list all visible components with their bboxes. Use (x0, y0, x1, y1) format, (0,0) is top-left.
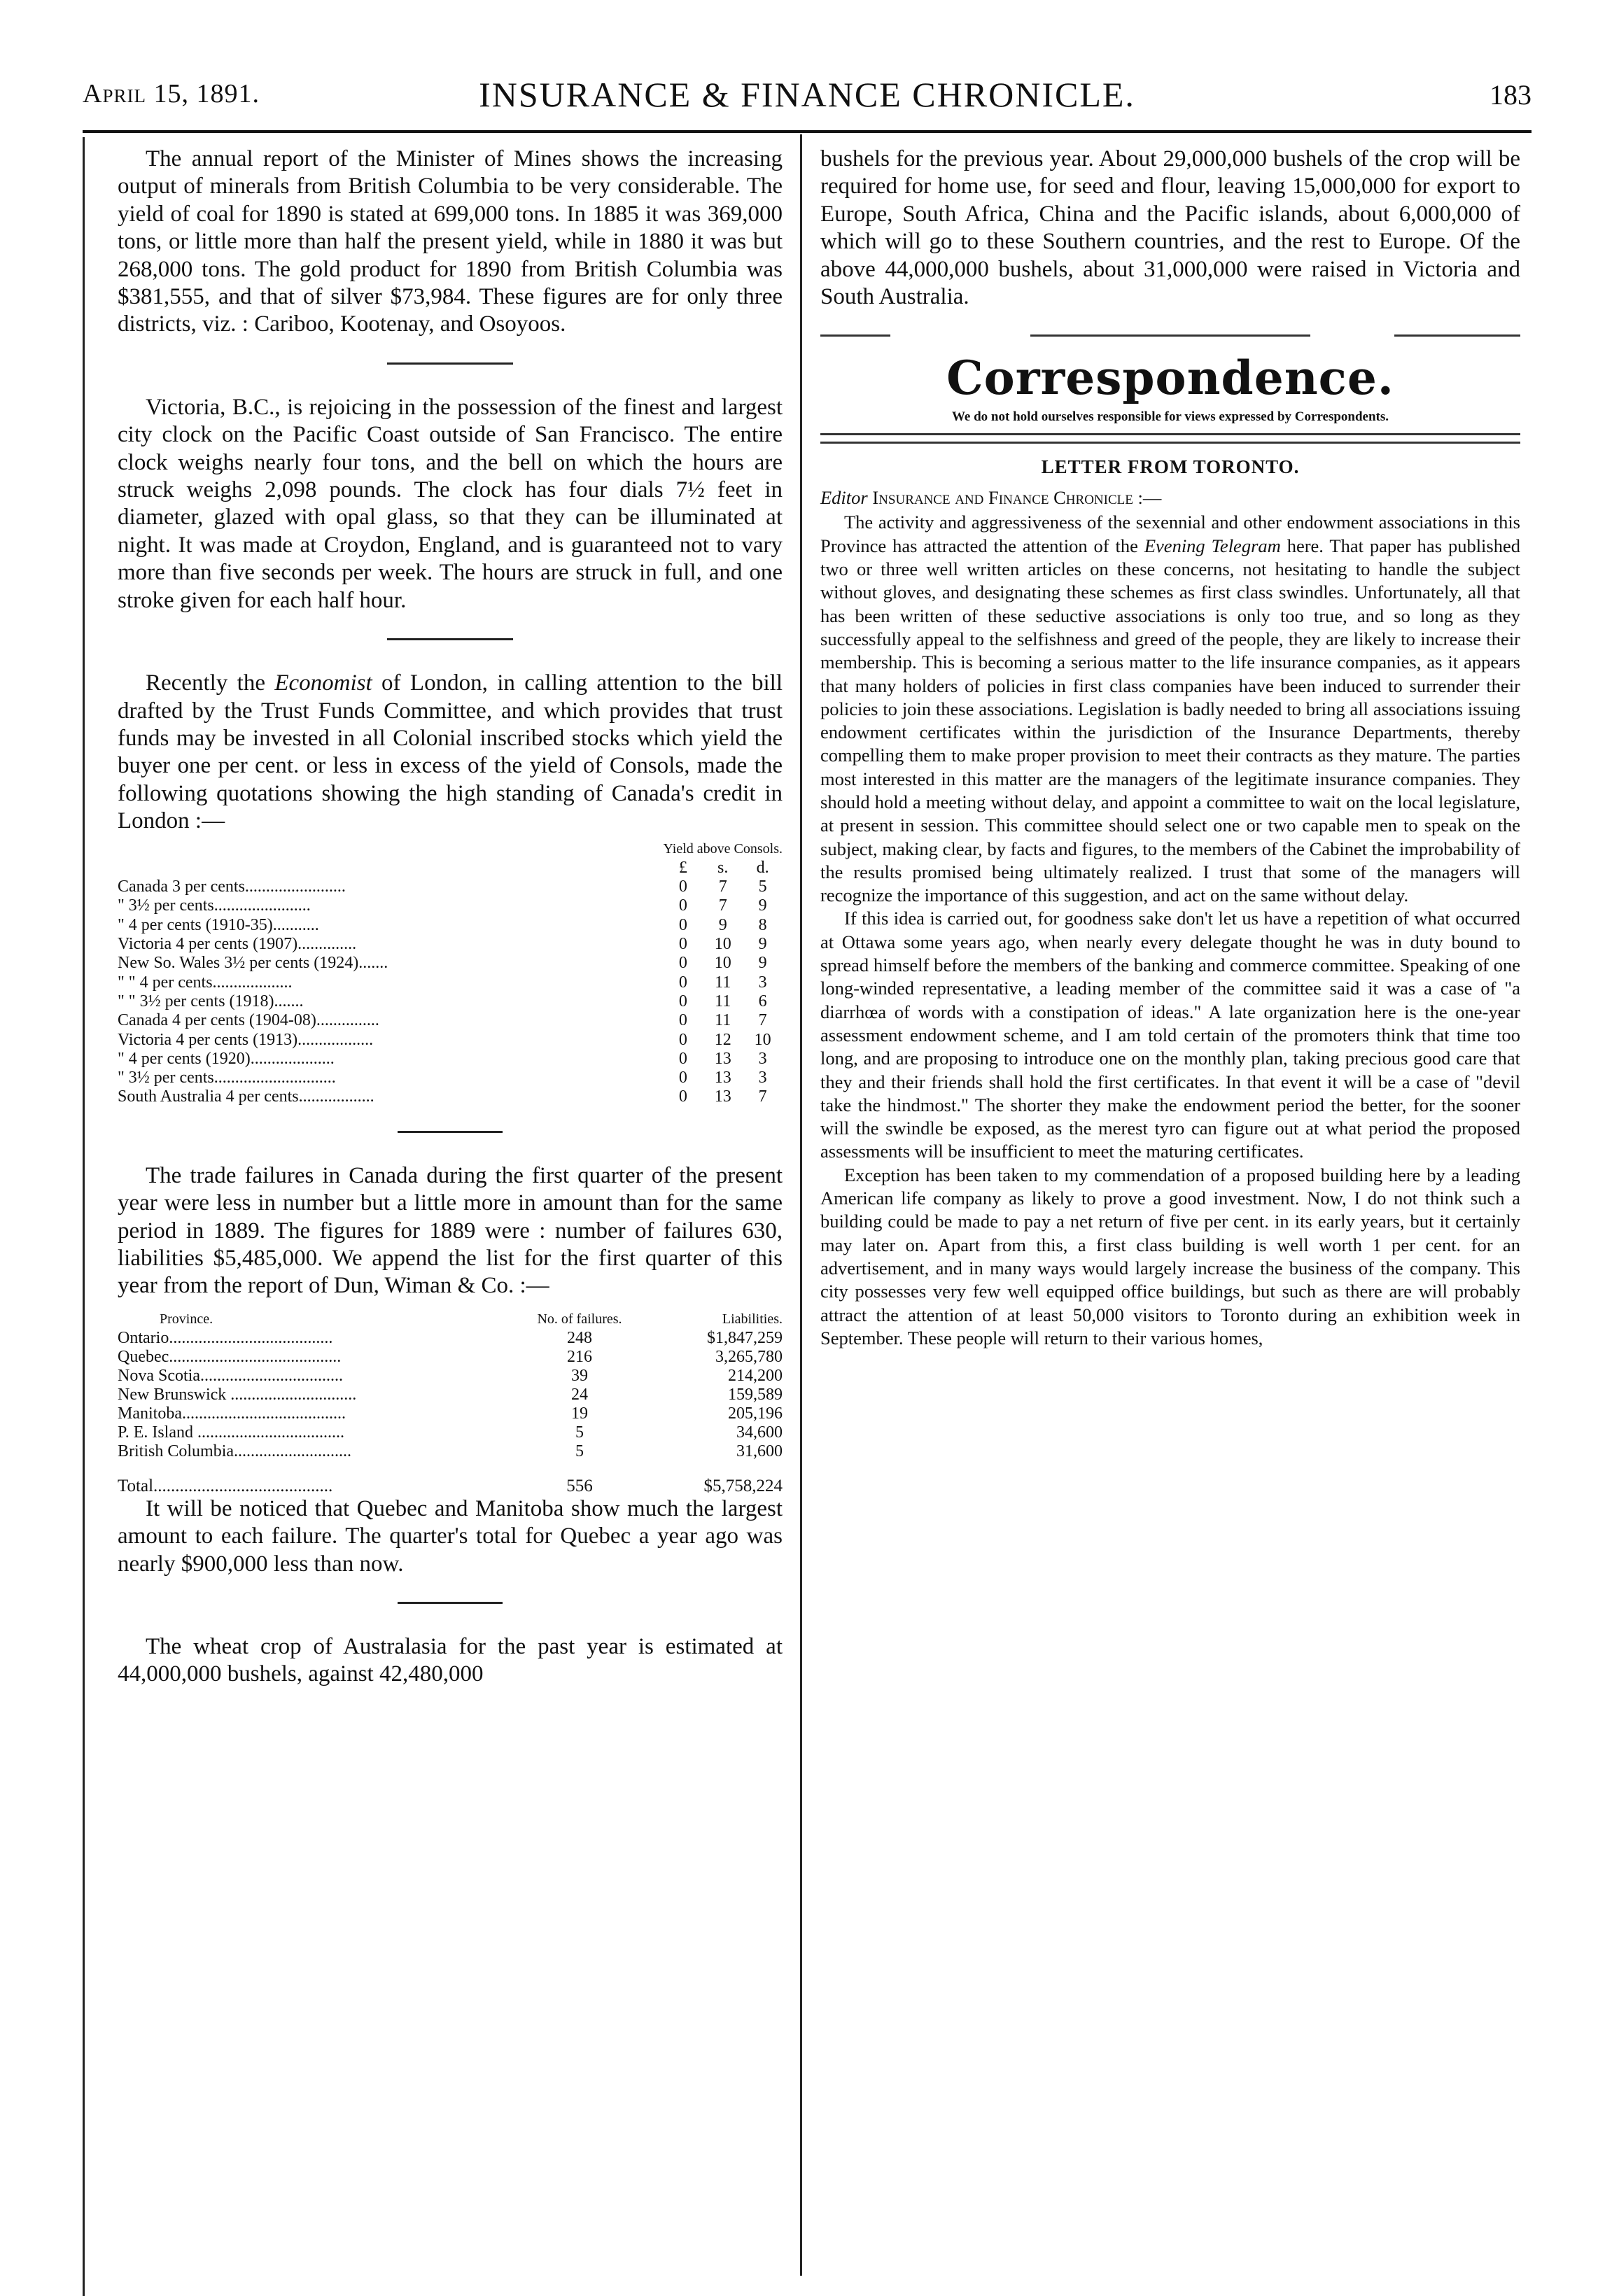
failures-row (118, 1386, 783, 1404)
salutation-publication: Insurance and Finance Chronicle :— (867, 487, 1162, 509)
section-separator (387, 638, 513, 640)
economist-text-a: Recently the (146, 670, 275, 696)
yield-pounds: 0 (678, 973, 687, 992)
wheat-crop-continued: bushels for the previous year. About 29,000,000 bushels of the crop will be required for home use, for seed and flour, leaving 15,000,000 for export to Europe, South Africa, China and the Pacific islands, about 6,000,000 of which will go to these Southern countries, and the rest to Europe. Of the above 44,000,000 bushels, about 31,000,000 were raised in Victoria and South Australia. (820, 146, 1520, 310)
letter-p1-text-b: here. That paper has published two or three well written articles on these concerns, not hesitating to handle the subject without gloves, and designating these schemes as first class swindles. Unfortunately, all that has been written of these seductive associations is only too true, and so long as they successfully appeal to the selfishness and greed of the people, they are likely to increase their membership. This is becoming a serious matter to the life insurance companies, as it appears that many holders of policies in first class companies have been induced to surrender their policies to join these associations. Legislation is badly needed to bring all associations issuing endowment certificates within the jurisdiction of the Insurance Departments, thereby compelling them to make proper provision to meet their contracts as they mature. The parties most interested in this matter are the managers of the legitimate insurance companies. They should hold a meeting without delay, and appoint a committee to wait on the local legislature, at present in session. This committee should select one or two capable men to speak on the subject, making clear, by facts and figures, to the members of the Cabinet the improbability of the results promised being ultimately realized. I trust that some of the managers will recognize the importance of this suggestion, and act on the same without delay. (820, 535, 1520, 906)
yield-heading: Yield above Consols. (663, 840, 783, 857)
yield-pence: 3 (758, 973, 767, 992)
ornamental-rule (820, 334, 1520, 337)
yield-pounds: 0 (678, 992, 687, 1010)
header-liabilities: Liabilities. (722, 1311, 783, 1327)
letter-paragraph-1 (820, 511, 1520, 907)
yield-row-label: Canada 4 per cents (1904-08)............... (118, 1011, 379, 1030)
yield-row-label: South Australia 4 per cents.................. (118, 1087, 374, 1106)
yield-row (118, 1031, 783, 1050)
failures-row (118, 1329, 783, 1348)
yield-shillings: 11 (715, 992, 731, 1010)
failures-province: P. E. Island ................................... (118, 1423, 344, 1442)
header-failures: No. of failures. (537, 1311, 622, 1327)
failures-liabilities: $1,847,259 (707, 1328, 783, 1347)
total-failures: 556 (566, 1476, 593, 1495)
unit-shillings: s. (717, 858, 729, 877)
issue-date: April 15, 1891. (83, 79, 260, 108)
yield-row-label: Victoria 4 per cents (1907).............. (118, 935, 357, 954)
yield-pounds: 0 (678, 915, 687, 934)
yield-row (118, 916, 783, 935)
salutation-editor: Editor (820, 487, 868, 509)
total-liabilities: $5,758,224 (703, 1476, 783, 1495)
total-label: Total......................................... (118, 1476, 333, 1495)
yield-pounds: 0 (678, 1049, 687, 1068)
yield-row-label: " " 3½ per cents (1918)....... (118, 992, 304, 1010)
failures-row (118, 1423, 783, 1442)
failures-liabilities: 214,200 (728, 1366, 783, 1385)
section-separator (398, 1131, 503, 1133)
failures-header-row (118, 1310, 783, 1329)
unit-pounds: £ (678, 858, 687, 877)
page-edge-rule (83, 137, 85, 2296)
failures-province: Quebec......................................... (118, 1347, 342, 1366)
yield-row (118, 1011, 783, 1030)
victoria-clock-paragraph: Victoria, B.C., is rejoicing in the possession of the finest and largest city clock on the Pacific Coast outside of San Francisco. The entire clock weighs nearly four tons, and the bell on which the hours are struck weighs 2,098 pounds. The clock has four dials 7½ feet in diameter, glazed with opal glass, so that they can be illuminated at night. It was made at Croydon, England, and is guaranteed not to vary more than five seconds per week. The hours are struck in full, and one stroke given for each half hour. (118, 394, 783, 613)
yield-pence: 10 (754, 1030, 771, 1049)
page-number: 183 (1490, 79, 1532, 111)
yield-shillings: 9 (718, 915, 727, 934)
yield-row (118, 935, 783, 954)
failures-province: Ontario....................................... (118, 1328, 333, 1347)
letter-title: LETTER FROM TORONTO. (1041, 456, 1300, 478)
column-rule (800, 134, 802, 2276)
yield-pence: 5 (758, 878, 767, 896)
letter-paragraph-3: Exception has been taken to my commendation of a proposed building here by a leading American life company as likely to prove a good investment. Now, I do not think such a building could be made to pay a net return of five per cent. in its early years, but it certainly may later on. Apart from this, a first class building is well worth 1 per cent. for an advertisement, and in many ways would largely increase the business of the company. This city possesses very few well equipped office buildings, but such as there are will probably attract the attention of at least 50,000 visitors to Toronto during an exhibition week in September. These people will return to their various homes, (820, 1164, 1520, 1348)
failures-liabilities: 159,589 (728, 1385, 783, 1404)
yield-pounds: 0 (678, 878, 687, 896)
yield-row-label: Victoria 4 per cents (1913).................. (118, 1030, 374, 1049)
yield-row-label: " 3½ per cents............................. (118, 1069, 336, 1087)
yield-pounds: 0 (678, 1030, 687, 1049)
yield-row (118, 1087, 783, 1106)
failures-province: New Brunswick .............................. (118, 1385, 357, 1404)
yield-pence: 3 (758, 1049, 767, 1068)
yield-pence: 7 (758, 1087, 767, 1106)
failures-liabilities: 31,600 (736, 1442, 783, 1460)
yield-row-label: " 3½ per cents....................... (118, 896, 311, 915)
failures-count: 5 (575, 1442, 584, 1460)
yield-pence: 8 (758, 915, 767, 934)
consols-yield-table (118, 840, 783, 1107)
page-header (83, 75, 1532, 127)
failures-table (118, 1310, 783, 1495)
publication-title: INSURANCE & FINANCE CHRONICLE. (479, 75, 1135, 114)
failures-province: Nova Scotia.................................. (118, 1366, 343, 1385)
yield-pounds: 0 (678, 896, 687, 915)
failures-count: 24 (571, 1385, 588, 1404)
yield-shillings: 11 (715, 1011, 731, 1030)
section-separator (387, 362, 513, 365)
correspondence-disclaimer: We do not hold ourselves responsible for views expressed by Correspondents. (951, 409, 1389, 425)
double-rule (820, 433, 1520, 444)
letter-p1-text-a: The activity and aggressiveness of the sexennial and other endowment associations in this Province has attracted the attention of the (820, 512, 1520, 556)
economist-text-b: of London, in calling attention to the bill drafted by the Trust Funds Committee, and which provides that trust funds may be invested in all Colonial inscribed stocks which yield the buyer one per cent. or less in excess of the yield of Consols, made the following quotations showing the high standing of Canada's credit in London :— (118, 670, 783, 834)
unit-pence: d. (756, 858, 769, 877)
yield-row (118, 973, 783, 992)
trade-failures-paragraph: The trade failures in Canada during the first quarter of the present year were less in number but a little more in amount than for the same period in 1889. The figures for 1889 were : number of failures 630, liabilities $5,485,000. We append the list for the first quarter of this year from the report of Dun, Wiman & Co. :— (118, 1162, 783, 1299)
header-rule (83, 130, 1532, 133)
header-province: Province. (160, 1311, 213, 1327)
yield-row (118, 954, 783, 973)
yield-shillings: 7 (718, 896, 727, 915)
section-separator (398, 1602, 503, 1604)
yield-shillings: 10 (714, 935, 731, 954)
yield-pounds: 0 (678, 1069, 687, 1087)
yield-pence: 9 (758, 954, 767, 973)
right-column (820, 146, 1520, 1350)
yield-pence: 3 (758, 1069, 767, 1087)
wheat-crop-paragraph: The wheat crop of Australasia for the past year is estimated at 44,000,000 bushels, against 42,480,000 (118, 1633, 783, 1687)
yield-pounds: 0 (678, 1011, 687, 1030)
yield-pence: 7 (758, 1011, 767, 1030)
failures-liabilities: 3,265,780 (715, 1347, 783, 1366)
failures-liabilities: 34,600 (736, 1423, 783, 1442)
yield-pounds: 0 (678, 1087, 687, 1106)
failures-count: 5 (575, 1423, 584, 1442)
yield-pence: 9 (758, 896, 767, 915)
letter-paragraph-2: If this idea is carried out, for goodness sake don't let us have a repetition of what occurred at Ottawa some years ago, when nearly every delegate thought he was in duty bound to spread himself before the members of the banking and commerce committee. Speaking of one long-winded representative, a leading member of the committee said it was a case of "a diarrhœa of words with a constipation of ideas." A late organization here is the one-year assessment endowment scheme, and I am told certain of the promoters think that time too long, and are proposing to introduce one on the monthly plan, taking precious good care that they and their friends shall hold the first certificates. In that event it will be a case of "devil take the hindmost." The shorter they make the endowment period the better, for the sooner will the swindle be exposed, as the merest tyro can figure out at what period the proposed assessments will be insufficient to meet the maturing certificates. (820, 908, 1520, 1162)
left-column (118, 146, 783, 1689)
mines-report-paragraph: The annual report of the Minister of Mines shows the increasing output of minerals from British Columbia to be very considerable. The yield of coal for 1890 is stated at 699,000 tons. In 1885 it was 369,000 tons, or little more than half the present yield, while in 1880 it was but 268,000 tons. The gold product for 1890 from British Columbia was $381,555, and that of silver $73,984. These figures are for only three districts, viz. : Cariboo, Kootenay, and Osoyoos. (118, 146, 783, 337)
failures-count: 19 (571, 1404, 588, 1423)
yield-pence: 6 (758, 992, 767, 1010)
failures-province: Manitoba....................................... (118, 1404, 346, 1423)
failures-row (118, 1404, 783, 1423)
yield-row (118, 896, 783, 915)
failures-row (118, 1367, 783, 1386)
letter-salutation (820, 486, 1520, 509)
failures-total-row (118, 1461, 783, 1495)
economist-name: Economist (274, 670, 372, 696)
yield-row (118, 1069, 783, 1087)
yield-row (118, 992, 783, 1011)
yield-row-label: " 4 per cents (1920).................... (118, 1049, 335, 1068)
evening-telegram-name: Evening Telegram (1144, 535, 1281, 556)
quebec-manitoba-paragraph: It will be noticed that Quebec and Manitoba show much the largest amount to each failure. The quarter's total for Quebec a year ago was nearly $900,000 less than now. (118, 1495, 783, 1577)
yield-row-label: " 4 per cents (1910-35)........... (118, 915, 319, 934)
yield-row-label: New So. Wales 3½ per cents (1924)....... (118, 954, 388, 973)
correspondence-heading: Correspondence. (946, 351, 1394, 406)
yield-pence: 9 (758, 935, 767, 954)
failures-liabilities: 205,196 (728, 1404, 783, 1423)
yield-shillings: 7 (718, 878, 727, 896)
yield-shillings: 13 (714, 1087, 731, 1106)
economist-paragraph (118, 670, 783, 835)
yield-row (118, 878, 783, 896)
yield-shillings: 13 (714, 1049, 731, 1068)
failures-row (118, 1348, 783, 1367)
yield-shillings: 13 (714, 1069, 731, 1087)
yield-shillings: 11 (715, 973, 731, 992)
yield-shillings: 12 (714, 1030, 731, 1049)
failures-count: 39 (571, 1366, 588, 1385)
yield-row-label: Canada 3 per cents........................ (118, 878, 346, 896)
failures-province: British Columbia............................ (118, 1442, 352, 1460)
failures-count: 216 (567, 1347, 592, 1366)
yield-pounds: 0 (678, 935, 687, 954)
failures-count: 248 (567, 1328, 592, 1347)
failures-row (118, 1442, 783, 1461)
yield-units-row (118, 859, 783, 878)
yield-row (118, 1050, 783, 1069)
yield-row-label: " " 4 per cents................... (118, 973, 293, 992)
yield-shillings: 10 (714, 954, 731, 973)
yield-pounds: 0 (678, 954, 687, 973)
